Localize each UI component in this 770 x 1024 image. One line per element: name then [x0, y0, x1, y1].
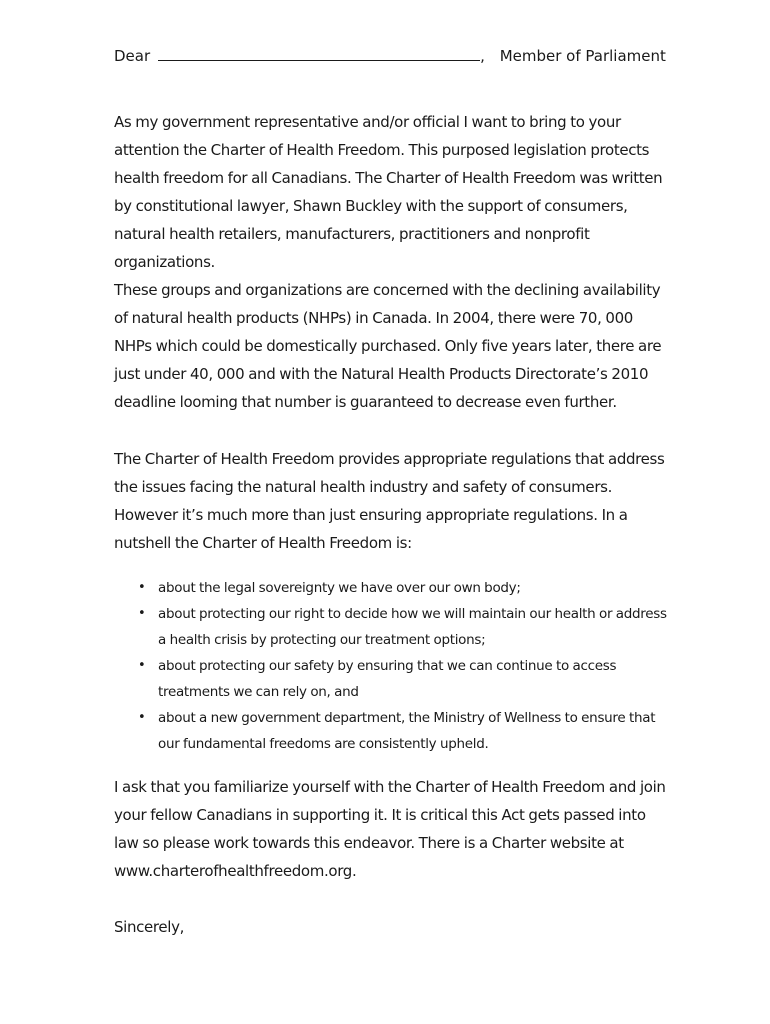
list-item	[138, 601, 678, 653]
closing-salutation: Sincerely,	[114, 918, 185, 936]
salutation-dear: Dear	[114, 47, 151, 65]
list-item-text: about protecting our right to decide how we will maintain our health or address a health crisis by protecting our treatment options;	[158, 606, 667, 648]
recipient-role: Member of Parliament	[499, 47, 666, 65]
bullet-icon: •	[138, 606, 146, 621]
salutation-line	[114, 44, 674, 67]
list-item-text: about the legal sovereignty we have over our own body;	[158, 580, 521, 596]
bullet-icon: •	[138, 658, 146, 673]
list-item-text: about protecting our safety by ensuring that we can continue to access treatments we can rely on, and	[158, 658, 617, 700]
paragraph-intro: As my government representative and/or official I want to bring to your attention the Charter of Health Freedom. This purposed legislation protects health freedom for all Canadians. The Charter of Health Freedom was written by constitutional lawyer, Shawn Buckley with the support of consumers, natural health retailers, manufacturers, practitioners and nonprofit organizations.	[114, 113, 663, 271]
recipient-name-blank	[158, 44, 480, 61]
list-item-text: about a new government department, the Ministry of Wellness to ensure that our fundamental freedoms are consistently upheld.	[158, 710, 656, 752]
charter-points-list	[138, 575, 678, 757]
list-item	[138, 705, 678, 757]
salutation-comma: ,	[480, 47, 485, 65]
paragraph-concerns: These groups and organizations are concerned with the declining availability of natural health products (NHPs) in Canada. In 2004, there were 70, 000 NHPs which could be domestically purchased. Only five years later, there are just under 40, 000 and with the Natural Health Products Directorate’s 2010 deadline looming that number is guaranteed to decrease even further.	[114, 281, 662, 411]
list-item	[138, 653, 678, 705]
list-item	[138, 575, 678, 601]
paragraph-call-to-action: I ask that you familiarize yourself with the Charter of Health Freedom and join your fellow Canadians in supporting it. It is critical this Act gets passed into law so please work towards this endeavor. There is a Charter website at www.charterofhealthfreedom.org.	[114, 778, 666, 880]
bullet-icon: •	[138, 580, 146, 595]
paragraph-charter-purpose: The Charter of Health Freedom provides appropriate regulations that address the issues facing the natural health industry and safety of consumers. However it’s much more than just ensuring appropriate regulations. In a nutshell the Charter of Health Freedom is:	[114, 450, 665, 552]
bullet-icon: •	[138, 710, 146, 725]
